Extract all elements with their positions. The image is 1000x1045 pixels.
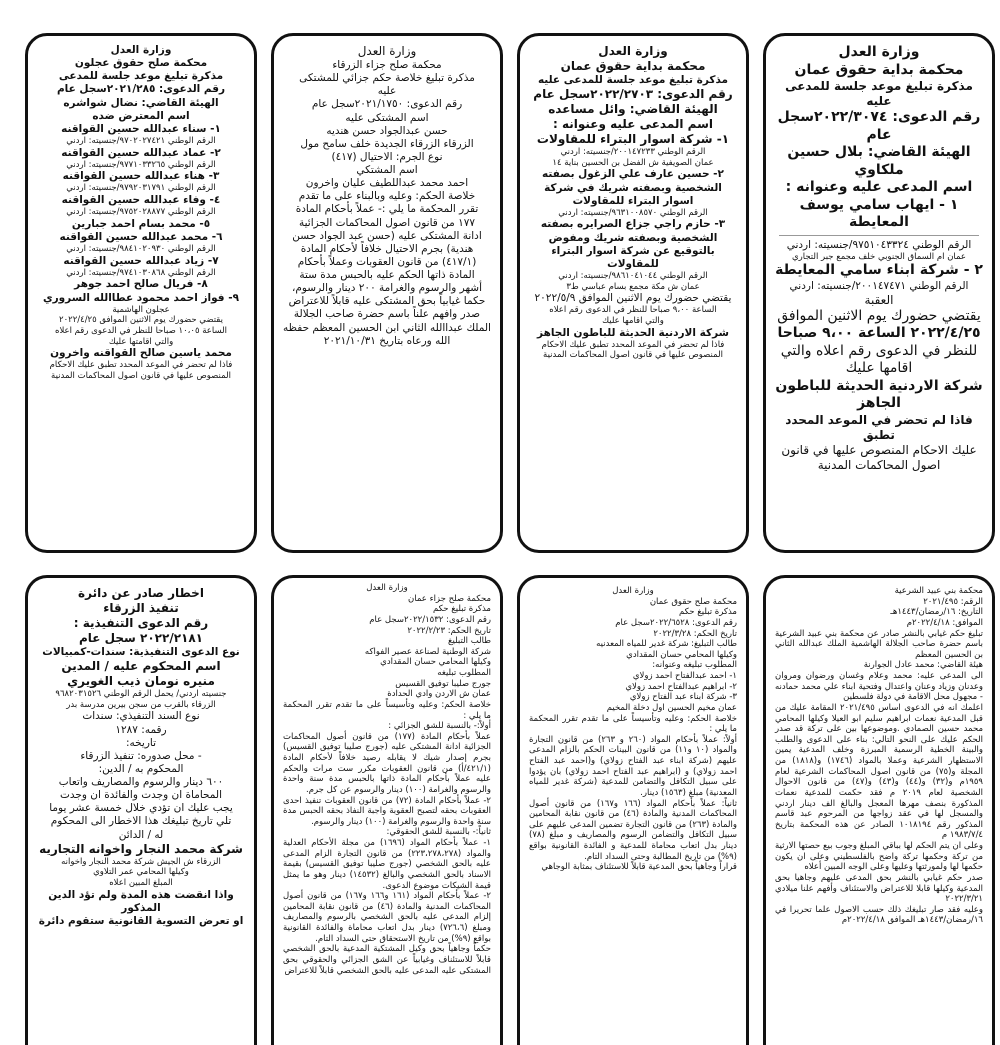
case-number: ٢٠٢٢/٢١٨١ سجل عام <box>79 631 203 645</box>
requester-heading: طالب التبليغ <box>448 636 491 647</box>
judgment-body: اعلمك انه في الدعوى اساس ٢٠٢١/٤٩٥ المقامة عليك من قبل المدعية نعمات ابراهيم سليم ابو العيلا وكيلها المحامي محمد حسين الصمادي .وموضوعها بين على تركة قد صدر الحكم عليك على النحو التالي: بناء على الدعوى والطلب والبينة الخطية الرسمية المبرزة وخلف المدعية يمين الاستظهار الشرعية وعملا بالمواد (١٧٤٦) و(١٨١٨) من المجلة و(٧٥) من قانون اصول المحاكمات الشرعية لعام ١٩٥٩م و(٣٢) و(٤٤) و(٤٣) و(٤٧) من قانون الاحوال الشخصية لعام ٢٠١٩ م فقد حكمت للمدعية نعمات المذكورة بنصف مهرها المعجل والبالغ الف دينار اردني والمسجل لها في عقد زواجها من المرحوم عبد قاسم المذكور رقم ١٠١٨١٩٤ الصادر عن هذه المحكمة بتاريخ ١٩٨٣/٧/٤ م <box>775 702 984 841</box>
criminal-part-heading: أولاً:- بالنسبة للشق الجزائي : <box>388 721 491 732</box>
verdict-line: هندية) بجرم الاحتيال خلافاً لأحكام المادة <box>300 242 474 255</box>
warning-line-1: فاذا لم تحضر في الموعد المحدد تطبق <box>785 412 973 442</box>
accused-heading: اسم المشتكى عليه <box>345 111 429 124</box>
department-name: تنفيذ الزرقاء <box>103 601 179 615</box>
address-3: عمان ش مكة مجمع بسام عباسي ط٣ <box>566 281 700 292</box>
judgment-status: صدر حكم غيابي بالنشر بحق المدعى عليهم وجاهيا بحق المدعية وكيلها قابلا للاعتراض والاستئناف وأفهم علنا ميلادي ٢٠٢٢/٣/٢١ <box>775 872 983 905</box>
notice-heading: اخطار صادر عن دائرة <box>78 586 204 600</box>
offense-type: نوع الجرم: الاحتيال (٤١٧) <box>331 150 443 163</box>
national-id-2: الرقم الوطني ٩٦٣١٠٠٨٥٧٠/جنسيته: اردني <box>558 207 708 218</box>
instrument-date-label: تاريخه: <box>125 736 157 749</box>
reference-number: الرقم: ٢٠٢١/٤٩٥ <box>923 596 983 607</box>
verdict-first: أولاً: عملاً بأحكام المواد (٢٦٠ و ٢٦٣) من قانون التجارة والمواد (١٠ و١١) من قانون البينات الحكم بالزام المدعى عليهم (شركة ابناء عبد الفتاح زولاي) و(احمد عبد الفتاح احمد زولاي) و (ابراهيم عبد الفتاح احمد زولاي) بان يؤدوا على سبيل التكافل والتضامن للمدعية (شركة غدير للمياه المعدنية) مبلغ (١٥٦٣) دينار. <box>529 734 737 798</box>
defendant-heading: اسم المدعى عليه وعنوانه : <box>785 179 973 195</box>
verdict-intro: خلاصة الحكم: وعليه وتأسيساً على ما تقدم تقرر المحكمة ما يلي : <box>283 699 491 721</box>
judge-name: الهيئة القاضي: نضال شواشره <box>63 96 219 109</box>
requester-lawyer: وكيلها المحامي حسان المقدادي <box>380 657 491 668</box>
court-name: محكمة صلح حقوق عجلون <box>74 57 208 70</box>
verdict-line: (٤١٧/١) من قانون العقوبات وعملاً بأحكام <box>297 255 477 268</box>
gregorian-date: الموافق: ٢٠٢٢/٤/١٨م <box>906 617 983 628</box>
respondent-2: ٢- عماد عبدالله حسين القواقنه <box>61 146 221 159</box>
ministry-heading: وزارة العدل <box>612 586 654 596</box>
ministry-heading: وزارة العدل <box>598 44 668 58</box>
recipients-heading: المطلوب تبليغه وعنوانه: <box>652 660 737 671</box>
respondent-5: ٥- محمد بسام احمد جبارين <box>71 217 211 230</box>
plaintiff-name: محمد ياسين صالح القواقنه واخرون <box>50 347 232 360</box>
ministry-heading: وزارة العدل <box>110 44 172 56</box>
criminal-part-2: ٢- عملاً بأحكام المادة (٧٢) من قانون العقوبات تنفيذ احدى العقوبات بحقه لتصبح العقوبة واجبة النفاذ بحقه الحبس مدة سنة واحدة والرسوم والغرامة (١٠٠) دينار والرسوم. <box>283 795 491 827</box>
defendant-2: ٢ - شركة ابناء سامي المعايطة <box>775 262 983 279</box>
case-reference: للنظر في الدعوى رقم اعلاه والتي <box>780 342 978 359</box>
notice-sulh-zarqa-1750 <box>271 33 503 553</box>
defendant-1: ١- شركة اسوار البتراء للمقاولات <box>536 132 730 147</box>
verdict-status: قراراً وجاهياً بحق المدعية قابلاً للاستئناف بمثابة الوجاهي <box>541 862 737 873</box>
warning-line-2: المنصوص عليها في قانون اصول المحاكمات المدنية <box>51 370 231 381</box>
notice-type: مذكرة تبليغ موعد جلسة للمدعى <box>58 70 224 83</box>
respondent-1: ١- سناء عبدالله حسين القواقنه <box>61 122 221 135</box>
verdict-line: الملك عبداالله الثاني ابن الحسين المعظم حفظه <box>283 321 491 334</box>
appearance-date: يقتضي حضورك يوم الاثنين الموافق ٢٠٢٢/٤/٢٥ <box>59 315 223 326</box>
payment-deadline-cont: تلي تاريخ تبليغك هذا الاخطار الى المحكوم <box>50 815 232 828</box>
ministry-heading: وزارة العدل <box>838 44 920 60</box>
debtor-address: الزرقاء بالقرب من سجن بيرين مدرسة بدر <box>66 699 216 710</box>
civil-part-heading: ثانياً:- بالنسبة للشق الحقوقي: <box>386 827 491 838</box>
address-1: عمان ام السماق الجنوبي خلف مجمع جبر التجاري <box>791 251 967 262</box>
notice-sulh-jaza-amman-1532 <box>271 575 503 1045</box>
verdict-line: خلاصة الحكم: وعليه وبالبناء على ما تقدم <box>298 190 476 203</box>
ministry-heading: وزارة العدل <box>357 44 417 58</box>
defendants: الى المدعى عليه: محمد وعلام وغسان ورضوان ومروان وعدنان وزياد وعنان واعتدال وفتحية ابناء علي محمد حمادنه - مجهول محل الاقامة في دولة فلسطين <box>775 671 983 703</box>
case-number: رقم الدعوى: ٢٠٢١/٢٨٥سجل عام <box>56 83 226 96</box>
national-id-2: الرقم الوطني ٩٧٧١٠٣٣٢٦٥/جنسيته: اردني <box>66 159 216 170</box>
national-id-7: الرقم الوطني ٩٧٤١٠٣٠٨٦٨/جنسيته: اردني <box>66 267 216 278</box>
case-number: رقم الدعوى: ٢٠٢٢/١٥٣٢سجل عام <box>369 614 491 625</box>
appearance-date: يقتضي حضورك يوم الاثنين الموافق ٢٠٢٢/٥/٩ <box>534 292 732 305</box>
complainant-heading: اسم المشتكي <box>356 164 418 176</box>
court-name: محكمة صلح جزاء الزرقاء <box>332 59 442 71</box>
debt-amount-cont: المحاماة ان وجدت والفائدة ان وجدت <box>60 789 222 802</box>
verdict-line: تقرر المحكمة ما يلي :- عملاً بأحكام المادة <box>295 203 479 216</box>
verdict-line: ادانة المشتكى عليه (حسن عبد الجواد حسن <box>292 229 482 242</box>
filed-by-label: اقامها عليك <box>845 360 913 377</box>
national-id-1: الرقم الوطني ٩٧٠٢٠٢٧٤٢١/جنسيته: اردني <box>66 135 216 146</box>
requester: طالب التبليغ: شركة غدير للمياه المعدنيه <box>596 639 737 650</box>
verdict-line: صدر وافهم علناً باسم حضرة صاحب الجلالة <box>293 308 481 321</box>
civil-part-2: ٢- عملاً بأحكام المواد (١٦١ و١٦٦ و١٦٧) من قانون أصول المحاكمات المدنية والمادة (٤٦) من قانون نقابة المحامين إلزام المدعى عليه بالحق الشخصي بالرسوم والمصاريف ومبلغ (٧٢٦،٦) دينار بدل اتعاب محاماة والفائدة القانونية بواقع (٩%) من تاريخ الاستحقاق حتى السداد التام. <box>283 891 491 944</box>
complainant-name: احمد محمد عبداللطيف عليان واخرون <box>305 177 469 190</box>
notice-type-cont: عليه <box>377 85 397 98</box>
instrument-origin: - محل صدوره: تنفيذ الزرقاء <box>80 749 202 762</box>
defendant-heading: اسم المدعى عليه وعنوانه : <box>552 117 713 132</box>
respondent-7: ٧- زياد عبدالله حسين القواقنه <box>63 254 219 267</box>
judgment-closing: وعليه فقد صار تبليغك ذلك حسب الاصول علما تحريرا في ١٦/رمضان/١٤٤٣هـ الموافق ٢٠٢٢/٤/١٨م <box>775 904 983 926</box>
national-id-4: الرقم الوطني ٩٧٥٢٠٢٨٨٧٧/جنسيته: اردني <box>66 207 216 218</box>
closing-line-1: واذا انقضت هذه المدة ولم تؤد الدين المذكور <box>48 888 234 914</box>
verdict-date: الله ورعاه بتاريخ ٢٠٢١/١٠/٣١ <box>323 334 451 347</box>
notice-tanfeeth-zarqa-2181 <box>25 575 257 1045</box>
creditor-lawyer: وكيلها المحامي عمر التلاوي <box>93 867 189 878</box>
court-name: محكمة صلح جزاء عمان <box>408 593 491 604</box>
national-id-3: الرقم الوطني ٩٨٦١٠٤١٠٤٤/جنسيته: اردني <box>558 270 708 281</box>
verdict-line: حكما غيابياً بحق المشتكى عليه قابلاً للاعتراض <box>288 295 486 308</box>
judgment-date: تاريخ الحكم: ٢٠٢٢/٢/٢٣ <box>407 625 491 636</box>
recipient-2: ٢- ابراهيم عبدالفتاح احمد زولاي <box>625 681 737 692</box>
payment-deadline: يجب عليك ان تؤدي خلال خمسة عشر يوما <box>49 802 233 815</box>
address-1: عمان الصويفية ش الفضل بن الحسين بناية ١٤ <box>552 157 714 168</box>
judge-name: الهيئة القاضي: وائل مساعده <box>548 102 718 117</box>
plaintiff-name: شركة الاردنية الحديثة للباطون الجاهز <box>537 326 729 339</box>
respondent-3: ٣- هناء عبدالله حسين القواقنه <box>62 170 220 183</box>
judgment-date: تاريخ الحكم: ٢٠٢٢/٣/٢٨ <box>653 628 737 639</box>
national-id-1: الرقم الوطني ٩٧٥١٠٤٣٣٢٤/جنسيته: اردني <box>786 238 972 251</box>
criminal-part-1: عملاً بأحكام المادة (١٧٧) من قانون أصول المحاكمات الجزائية ادانة المشتكى عليه (جورج صليبا توفيق القسيس) بجرم إصدار شيك لا يقابله رصيد خلافاً لأحكام المادة (٤٢١/١/أ) من قانون العقوبات مكرر ست مرات والحكم عليه عملاً بأحكام المادة ذاتها بالحبس مدة سنة واحدة والرسوم والغرامة (١٠٠) دينار والرسوم عن كل جرم. <box>283 731 491 795</box>
warning-line-1: فاذا لم تحضر في الموعد المحدد تطبق عليك الاحكام <box>49 360 233 371</box>
notice-bidaya-amman-2703 <box>517 33 749 553</box>
notice-intro: تبليغ حكم غيابي بالنشر صادر عن محكمة بني عبيد الشرعية باسم حضرة صاحب الجلالة الهاشمية الملك عبدالله الثاني بن الحسين المعظم <box>775 628 983 660</box>
instrument-number: رقمه: ١٢٨٧ <box>115 723 167 736</box>
respondent-address: عجلون الهاشمية <box>112 304 170 315</box>
warning-line-2: عليك الاحكام المنصوص عليها في قانون <box>781 442 977 457</box>
judge-name: الهيئة القاضي: بلال حسين ملكاوي <box>787 144 971 178</box>
verdict-line: أشهر والرسوم والغرامة ٢٠٠ دينار والرسوم، <box>291 282 483 295</box>
recipient-name: جورج صليبا توفيق القسيس <box>395 678 491 689</box>
national-id-3: الرقم الوطني ٩٧٩٢٠٣١٧٩١/جنسيته: اردني <box>66 183 216 194</box>
debt-label: المحكوم به / الدين: <box>98 762 184 775</box>
notice-sulh-ajloun-285 <box>25 33 257 553</box>
plaintiff-name: شركة الاردنية الحديثة للباطون الجاهز <box>775 377 983 412</box>
respondent-8: ٨- فريال صالح احمد جوهر <box>74 278 208 291</box>
court-name: محكمة صلح حقوق عمان <box>649 596 737 607</box>
respondent-4: ٤- وفاء عبدالله حسين القواقنه <box>61 194 221 206</box>
recipient-3: ٣- شركة ابناء عبد الفتاح زولاي <box>629 692 737 703</box>
defendant-3: ٣- حازم راجي جزاع الصرايره بصفته الشخصية وبصفته شريك ومفوض بالتوقيع عن شركة اسوار البتراء للمقاولات <box>540 218 726 270</box>
case-number-label: رقم الدعوى التنفيذية : <box>73 616 209 630</box>
hijri-date: التاريخ: ١٦/رمضان/١٤٤٣هـ <box>890 607 983 618</box>
appearance-time: الساعة ٩،٠٠ صباحا للنظر في الدعوى رقم اعلاه <box>549 305 717 316</box>
court-name: محكمة بداية حقوق عمان <box>560 59 706 73</box>
appearance-date: ٢٠٢٢/٤/٢٥ الساعة ٩،٠٠ صباحا <box>777 325 981 342</box>
accused-name: حسن عبدالجواد حسن هنديه <box>326 124 448 137</box>
notice-type: مذكرة تبليغ موعد جلسة للمدعى عليه <box>785 79 973 108</box>
judge-name: هيئة القاضي: محمد عادل الجوارنة <box>863 660 983 671</box>
verdict-status: حكماً وجاهياً بحق وكيل المشتكية المدعية بالحق الشخصي قابلاً للاستئناف وغيابياً عن الشق الجزائي والحقوقي بحق المشتكى عليه المدعى عليه بالحق الشخصي قابلاً للاعتراض <box>283 944 491 976</box>
case-number: رقم الدعوى: ٢٠٢١/١٧٥٠سجل عام <box>311 98 463 111</box>
national-id-6: الرقم الوطني ٩٨٤١٠٢٠٩٣٠/جنسيته: اردني <box>66 244 216 254</box>
requester-lawyer: وكيلها المحامي حسان المقدادي <box>626 649 737 660</box>
closing-line-2: او تعرض التسوية القانونية ستقوم دائرة <box>38 914 244 927</box>
warning-line-3: اصول المحاكمات المدنية <box>817 457 941 472</box>
notice-type: مذكرة تبليغ موعد جلسة للمدعى عليه <box>537 74 729 86</box>
case-number: رقم الدعوى: ٢٠٢٢/٢٧٠٣سجل عام <box>533 87 733 102</box>
notice-type: مذكرة تبليغ حكم <box>678 607 737 618</box>
appearance-time: الساعة ١٠،٠٥ صباحا للنظر في الدعوى رقم اعلاه <box>54 325 227 336</box>
debtor-heading: اسم المحكوم عليه / المدين <box>61 659 221 674</box>
national-id-1: الرقم الوطني ٢٠٠١٤٧٢٣٣/جنسيته: اردني <box>560 147 706 158</box>
notice-type: مذكرة تبليغ حكم <box>432 604 491 615</box>
respondent-heading: اسم المعترض ضده <box>92 109 190 122</box>
notice-bidaya-amman-3074 <box>763 33 995 553</box>
verdict-line: ١٧٧ من قانون اصول المحاكمات الجزائية <box>298 216 476 229</box>
filed-by-label: والتي اقامتها عليك <box>108 336 174 347</box>
recipient-heading: المطلوب تبليغه <box>437 668 491 678</box>
appearance-day: يقتضي حضورك يوم الاثنين الموافق <box>777 307 981 324</box>
divider <box>779 235 979 236</box>
notice-sulh-amman-6528 <box>517 575 749 1045</box>
debtor-national-id: جنسيته اردني/ يحمل الرقم الوطني ٩٦٨٢٠٣١٥٢٦ <box>55 689 227 700</box>
debt-amount: ٦٠٠ دينار والرسوم والمصاريف واتعاب <box>58 776 224 788</box>
debtor-name: منيره نومان ذيب الغويري <box>67 674 215 689</box>
verdict-intro: خلاصة الحكم: وعليه وتأسيساً على ما تقدم تقرر المحكمة ما يلي : <box>529 713 737 735</box>
amount-reference: المبلغ المبين اعلاه <box>109 877 173 888</box>
warning-line-2: المنصوص عليها في قانون اصول المحاكمات المدنية <box>543 350 723 361</box>
address-2: العقبة <box>864 292 894 307</box>
judgment-body-cont: وعلى ان يتم الحكم لها بباقي المبلغ وجوب بيع حصتها الارثية من تركة وحكمها تركة واضح بالفلسطيني وعلى ان يكون حكمها لها ولمورثتها وعليها وعلى الوجه المبين أعلاه <box>775 841 983 873</box>
national-id-2: الرقم الوطني ٢٠٠١٤٧٤٧١/جنسيته: اردني <box>789 279 969 292</box>
recipient-1: ١- احمد عبدالفتاح احمد زولاي <box>632 671 737 681</box>
creditor-name: شركة محمد النجار واخوانه التجاريه <box>39 841 243 856</box>
court-name: محكمة بني عبيد الشرعية <box>894 586 983 596</box>
verdict-line: المادة ذاتها الحكم عليه بالحبس مدة ستة <box>299 269 475 281</box>
verdict-second: ثانياً: عملاً بأحكام المواد (١٦٦ و١٦٧) من قانون أصول المحاكمات المدنية والمادة (٤٦) من قانون نقابة المحامين والمادة (٢٦٣) من قانون التجارة تضمين المدعى عليهم على سبيل التكافل والتضامن الرسوم والمصاريف و مبلغ (٧٨) دينار بدل اتعاب محاماة للمدعية و الفائدة القانونية بواقع (٩%) من تاريخ المطالبة وحتى السداد التام. <box>529 798 737 862</box>
defendant-2: ٢- حسين عارف علي الزغول بصفته الشخصية وبصفته شريك في شركة اسوار البتراء للمقاولات <box>542 168 724 207</box>
creditor-address: الزرقاء ش الجيش شركة محمد النجار واخوانه <box>61 856 221 867</box>
defendant-1: ١ - ايهاب سامي يوسف المعايطة <box>799 196 959 230</box>
respondent-9: ٩- فواز احمد محمود عطاالله السروري <box>42 291 239 304</box>
court-name: محكمة بداية حقوق عمان <box>794 61 964 78</box>
civil-part-1: ١- عملاً بأحكام المواد (١٦٩٦) من مجلة الأحكام العدلية والمواد (٢٢٣،٢٧٨،٢٧٨) من قانون التجارة الزام المدعى عليه بالحق الشخصي (جورج صليبا توفيق القسيس) بقيمة الاسناد بالحق الشخصي والبالغ (١٤٥٣٢) دينار وهو ما يمثل قيمة الشيكات موضوع الدعوى. <box>283 838 491 891</box>
notice-bani-obeid-sharia <box>763 575 995 1045</box>
recipient-address: عمان ش الاردن وادي الحدادة <box>387 689 491 700</box>
accused-address: الزرقاء الزرقاء الجديدة خلف سامح مول <box>300 137 474 150</box>
case-number: رقم الدعوى: ٢٠٢٢/٣٠٧٤سجل عام <box>777 109 981 143</box>
ministry-heading: وزارة العدل <box>366 583 408 593</box>
requester: شركة الوطنية لصناعة عصير الفواكه <box>364 646 491 657</box>
recipients-address: عمان مخيم الحسين اول دخلة المخيم <box>606 702 737 713</box>
case-number: رقم الدعوى: ٢٠٢٢/٦٥٢٨سجل عام <box>615 617 737 628</box>
case-type: نوع الدعوى التنفيذية: سندات-كمبيالات <box>42 646 240 658</box>
filed-by-label: والتي اقامها عليك <box>602 315 664 326</box>
respondent-6: ٦- محمد عبدالله حسين القواقنه <box>59 230 223 243</box>
instrument-type: نوع السند التنفيذي: سندات <box>82 710 200 723</box>
creditor-label: له / الدائن <box>118 828 164 841</box>
warning-line-1: فاذا لم تحضر في الموعد المحدد تطبق عليك الاحكام <box>541 339 725 350</box>
notice-type: مذكرة تبليغ خلاصة حكم جزائي للمشتكى <box>299 72 475 85</box>
